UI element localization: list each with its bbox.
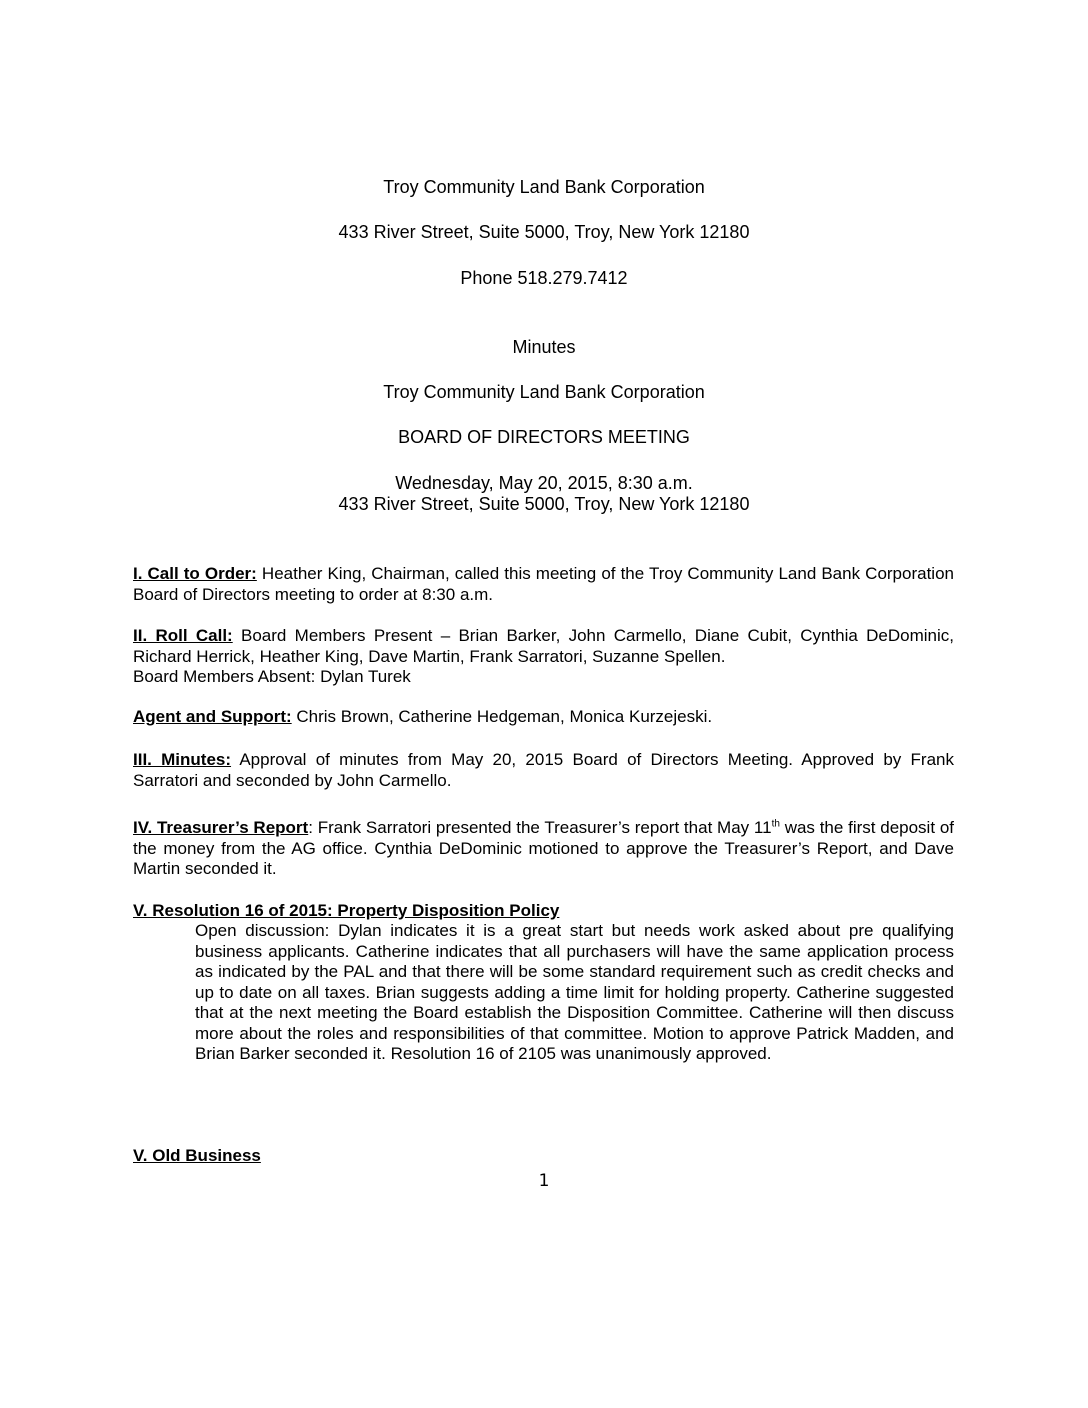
call-to-order-paragraph [133, 564, 954, 605]
roll-call-absent: Board Members Absent: Dylan Turek [133, 667, 411, 686]
roll-call-label: II. Roll Call: [133, 626, 233, 645]
page-number: 1 [538, 1171, 550, 1191]
agent-support-label: Agent and Support: [133, 707, 292, 726]
roll-call-text: Board Members Present – Brian Barker, John Carmello, Diane Cubit, Cynthia DeDominic, Richard Herrick, Heather King, Dave Martin, Frank Sarratori, Suzanne Spellen. [133, 626, 955, 666]
treasurer-paragraph [133, 818, 954, 880]
call-to-order-label: I. Call to Order: [133, 564, 257, 583]
minutes-label: III. Minutes: [133, 750, 232, 769]
agent-support-paragraph [133, 707, 954, 728]
treasurer-text-after: was the first deposit of the money from the AG office. Cynthia DeDominic motioned to approve the Treasurer’s Report, and Dave Martin seconded it. [133, 818, 955, 878]
resolution-heading: V. Resolution 16 of 2015: Property Disposition Policy [133, 901, 560, 920]
letterhead-org: Troy Community Land Bank Corporation [383, 177, 705, 197]
meeting-title: BOARD OF DIRECTORS MEETING [398, 427, 690, 447]
minutes-text: Approval of minutes from May 20, 2015 Board of Directors Meeting. Approved by Frank Sarratori and seconded by John Carmello. [133, 750, 955, 790]
meeting-datetime: Wednesday, May 20, 2015, 8:30 a.m. [395, 473, 693, 493]
treasurer-label: IV. Treasurer’s Report [133, 818, 309, 837]
letterhead-address: 433 River Street, Suite 5000, Troy, New York 12180 [338, 222, 750, 242]
old-business-heading: V. Old Business [133, 1146, 261, 1165]
meeting-location: 433 River Street, Suite 5000, Troy, New York 12180 [338, 494, 750, 514]
minutes-paragraph [133, 750, 954, 791]
resolution-text: Open discussion: Dylan indicates it is a great start but needs work asked about pre qualifying business applicants. Catherine indicates that all purchasers will have the same application process as indicated by the PAL and that there will be some standard requirement such as credit checks and up to date on all taxes. Brian suggests adding a time limit for holding property. Catherine suggested that at the next meeting the Board establish the Disposition Committee. Catherine will then discuss more about the roles and responsibilities of that committee. Motion to approve Patrick Madden, and Brian Barker seconded it. Resolution 16 of 2105 was unanimously approved. [195, 921, 954, 1063]
treasurer-superscript: th [771, 818, 780, 830]
letterhead-phone: Phone 518.279.7412 [460, 268, 628, 288]
meeting-org: Troy Community Land Bank Corporation [383, 382, 705, 402]
agent-support-text: Chris Brown, Catherine Hedgeman, Monica Kurzejeski. [291, 707, 713, 726]
roll-call-paragraph [133, 626, 954, 688]
doc-type: Minutes [512, 337, 576, 357]
call-to-order-text: Heather King, Chairman, called this meeting of the Troy Community Land Bank Corporation Board of Directors meeting to order at 8:30 a.m. [133, 564, 954, 604]
treasurer-text-before: : Frank Sarratori presented the Treasurer’s report that May 11 [308, 818, 772, 837]
